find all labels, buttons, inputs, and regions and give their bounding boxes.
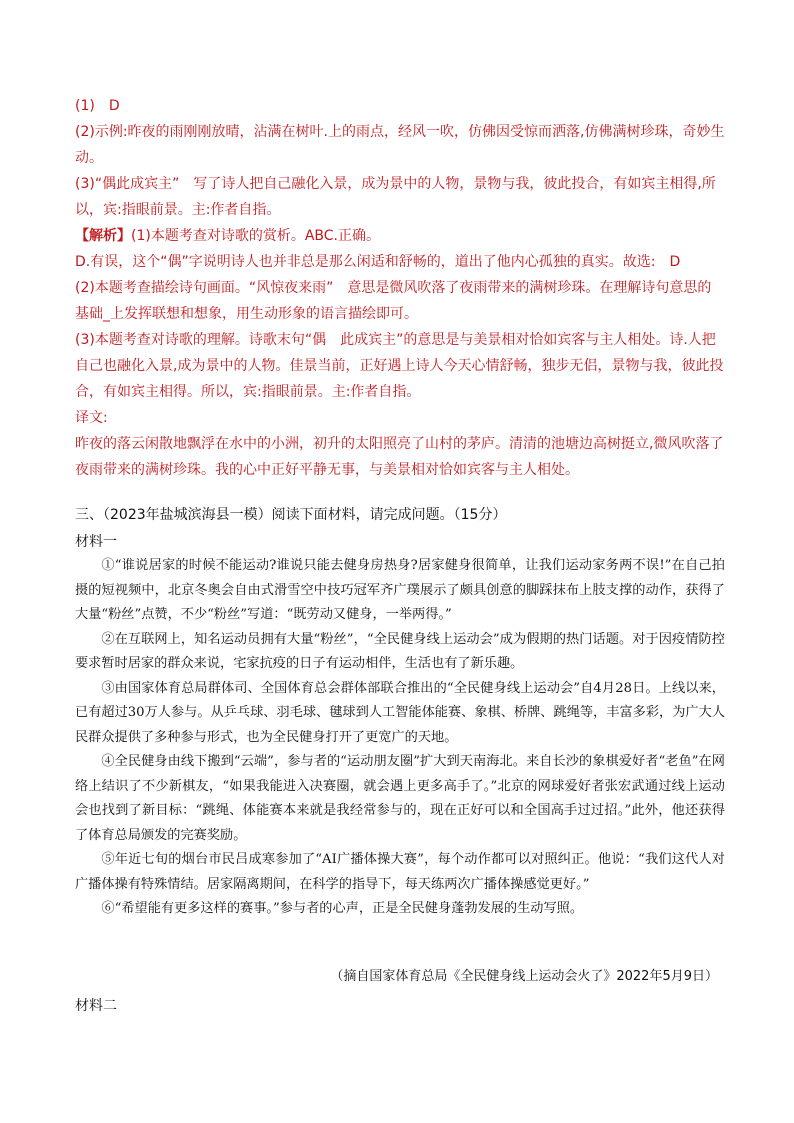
answer-block xyxy=(75,93,725,483)
material2-label: 材料二 xyxy=(75,998,117,1014)
analysis-p2: D.有误，这个“偶”字说明诗人也并非总是那么闲适和舒畅的，道出了他内心孤独的真实。故选: D xyxy=(75,254,681,270)
translation-label: 译文: xyxy=(75,410,108,426)
answer-1: (1) D xyxy=(75,98,120,114)
analysis-p4: (3)本题考查对诗歌的理解。诗歌末句“偶 此成宾主”的意思是与美景相对恰如宾客与主人相处。诗.人把自己也融化入景,成为景中的人物。佳景当前，正好遇上诗人今天心情舒畅，独步无侣，景物与我，彼此投合，有如宾主相得。所以，宾:指眼前景。主:作者自指。 xyxy=(75,332,724,400)
analysis-p1-text: (1)本题考查对诗歌的赏析。ABC.正确。 xyxy=(131,228,380,244)
material1-paragraph: ①“谁说居家的时候不能运动?谁说只能去健身房热身?居家健身很简单，让我们运动家务两不误!”在自己拍摄的短视频中，北京冬奥会自由式滑雪空中技巧冠军齐广璞展示了颇具创意的脚踩抹布上肢支撑的动作，获得了大量“粉丝”点赞，不少“粉丝”写道：“既劳动又健身，一举两得。” xyxy=(75,558,725,622)
material1-label: 材料一 xyxy=(75,534,117,550)
material1-paragraph: ②在互联网上，知名运动员拥有大量“粉丝”，“全民健身线上运动会”成为假期的热门话题。对于因疫情防控要求暂时居家的群众来说，宅家抗疫的日子有运动相伴，生活也有了新乐趣。 xyxy=(75,631,725,671)
analysis-p1 xyxy=(75,223,725,249)
section-heading: 三、（2023年盐城滨海县一模）阅读下面材料，请完成问题。（15分） xyxy=(75,507,507,523)
material1-source: （摘自国家体育总局《全民健身线上运动会火了》2022年5月9日） xyxy=(330,969,718,984)
translation-text: 昨夜的落云闲散地飘浮在水中的小洲，初升的太阳照亮了山村的茅庐。清清的池塘边高树挺立,微风吹落了夜雨带来的满树珍珠。我的心中正好平静无事，与美景相对恰如宾客与主人相处。 xyxy=(75,436,724,478)
material1-paragraph: ⑤年近七旬的烟台市民吕成寒参加了“AI广播体操大赛”，每个动作都可以对照纠正。他说：“我们这代人对广播体操有特殊情结。居家隔离期间，在科学的指导下，每天练两次广播体操感觉更好。” xyxy=(75,852,725,892)
material1-paragraph: ④全民健身由线下搬到“云端”，参与者的“运动朋友圈”扩大到天南海北。来自长沙的象棋爱好者“老鱼”在网络上结识了不少新棋友，“如果我能进入决赛圈，就会遇上更多高手了。”北京的网球爱好者张宏武通过线上运动会也找到了新目标：“跳绳、体能赛本来就是我经常参与的，现在正好可以和全国高手过过招。”此外，他还获得了体育总局颁发的完赛奖励。 xyxy=(75,754,725,843)
analysis-tag: 【解析】 xyxy=(75,228,131,244)
material1-body xyxy=(75,554,725,922)
answer-3: (3)“偶此成宾主” 写了诗人把自己融化入景，成为景中的人物，景物与我，彼此投合，有如宾主相得,所以，宾:指眼前景。主:作者自指。 xyxy=(75,176,716,218)
material1-paragraph: ③由国家体育总局群体司、全国体育总会群体部联合推出的“全民健身线上运动会”自4月28日。上线以来，已有超过30万人参与。从乒乓球、羽毛球、毽球到人工智能体能赛、象棋、桥牌、跳绳等，丰富多彩，为广大人民群众提供了多种参与形式，也为全民健身打开了更宽广的天地。 xyxy=(75,680,725,745)
answer-2: (2)示例:昨夜的雨刚刚放晴，沾满在树叶.上的雨点，经风一吹，仿佛因受惊而洒落,仿佛满树珍珠，奇妙生动。 xyxy=(75,124,725,166)
material1-paragraph: ⑥“希望能有更多这样的赛事。”参与者的心声，正是全民健身蓬勃发展的生动写照。 xyxy=(101,901,584,916)
analysis-p3: (2)本题考查描绘诗句画面。“风惊夜来雨” 意思是微风吹落了夜雨带来的满树珍珠。在理解诗句意思的基础_上发挥联想和想象，用生动形象的语言描绘即可。 xyxy=(75,280,712,322)
